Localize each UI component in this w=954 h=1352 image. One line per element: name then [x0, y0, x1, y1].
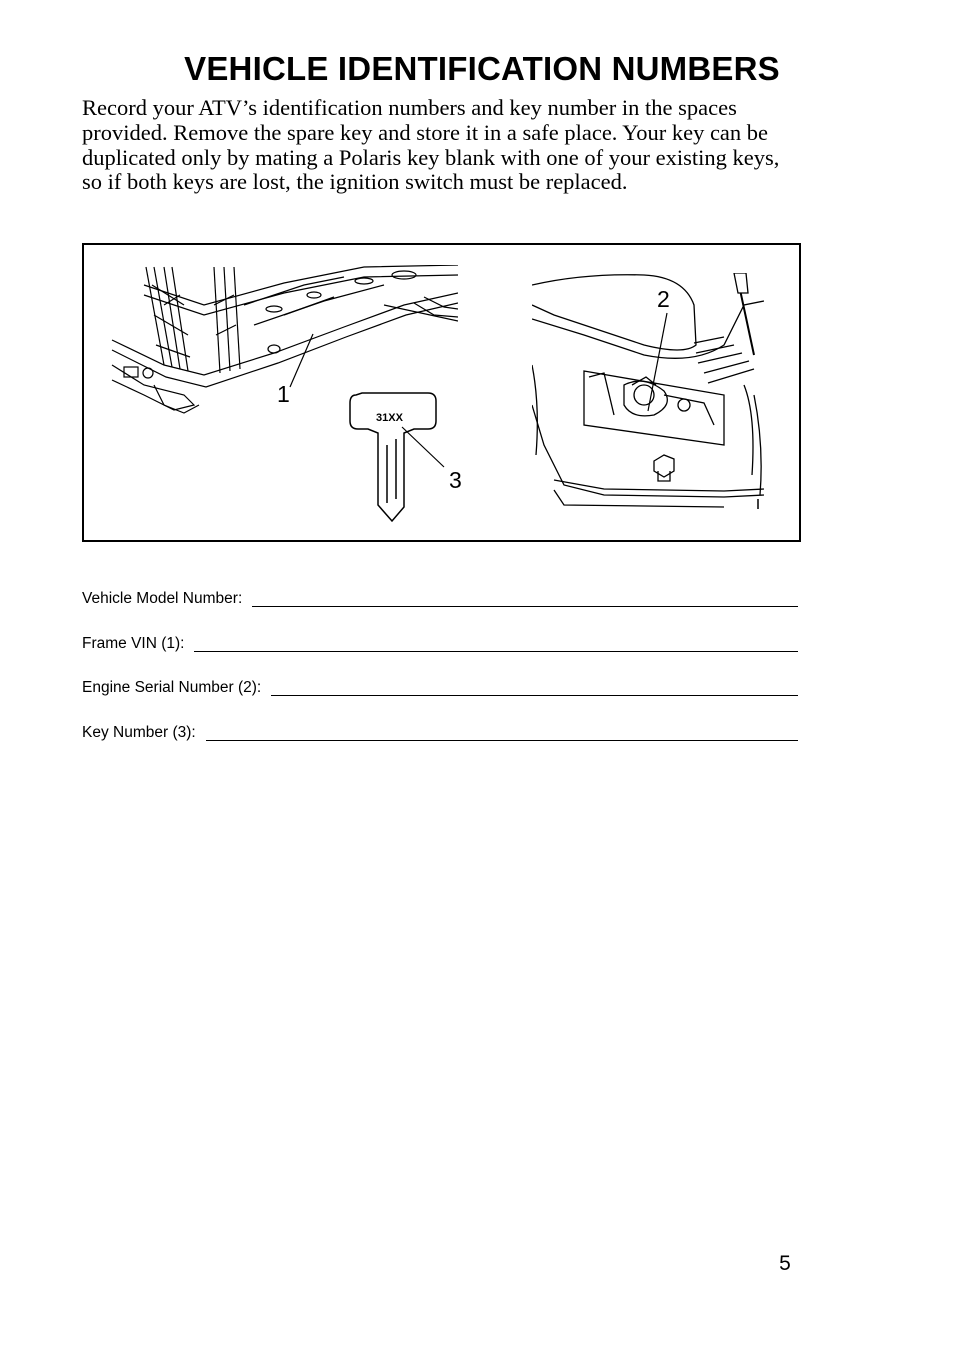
- field-label: Frame VIN (1):: [82, 635, 185, 652]
- blank-line[interactable]: [194, 651, 798, 652]
- engine-serial-number-field[interactable]: [82, 677, 798, 697]
- blank-line[interactable]: [206, 740, 798, 741]
- blank-line[interactable]: [252, 606, 798, 607]
- intro-paragraph: Record your ATV’s identification numbers and key number in the spaces provided. Remove the spare key and store it in a safe place. Your key can be duplicated only by mating a Polaris key blank with one of your existing keys, so if both keys are lost, the ignition switch must be replaced.: [82, 95, 780, 195]
- field-label: Engine Serial Number (2):: [82, 679, 262, 696]
- frame-vin-field[interactable]: [82, 633, 798, 653]
- vehicle-model-number-field[interactable]: [82, 588, 798, 608]
- field-label: Vehicle Model Number:: [82, 590, 243, 607]
- callout-3: 3: [449, 467, 462, 493]
- key-stamp: 31XX: [376, 412, 403, 424]
- vin-location-illustration: [84, 245, 799, 540]
- key-number-field[interactable]: [82, 722, 798, 742]
- callout-2: 2: [657, 286, 670, 312]
- vin-location-figure: [82, 243, 801, 542]
- page-title: VEHICLE IDENTIFICATION NUMBERS: [184, 50, 780, 87]
- callout-1: 1: [277, 381, 290, 407]
- engine-drawing: [532, 273, 764, 507]
- field-label: Key Number (3):: [82, 724, 196, 741]
- blank-line[interactable]: [271, 695, 798, 696]
- page-number: 5: [779, 1252, 791, 1275]
